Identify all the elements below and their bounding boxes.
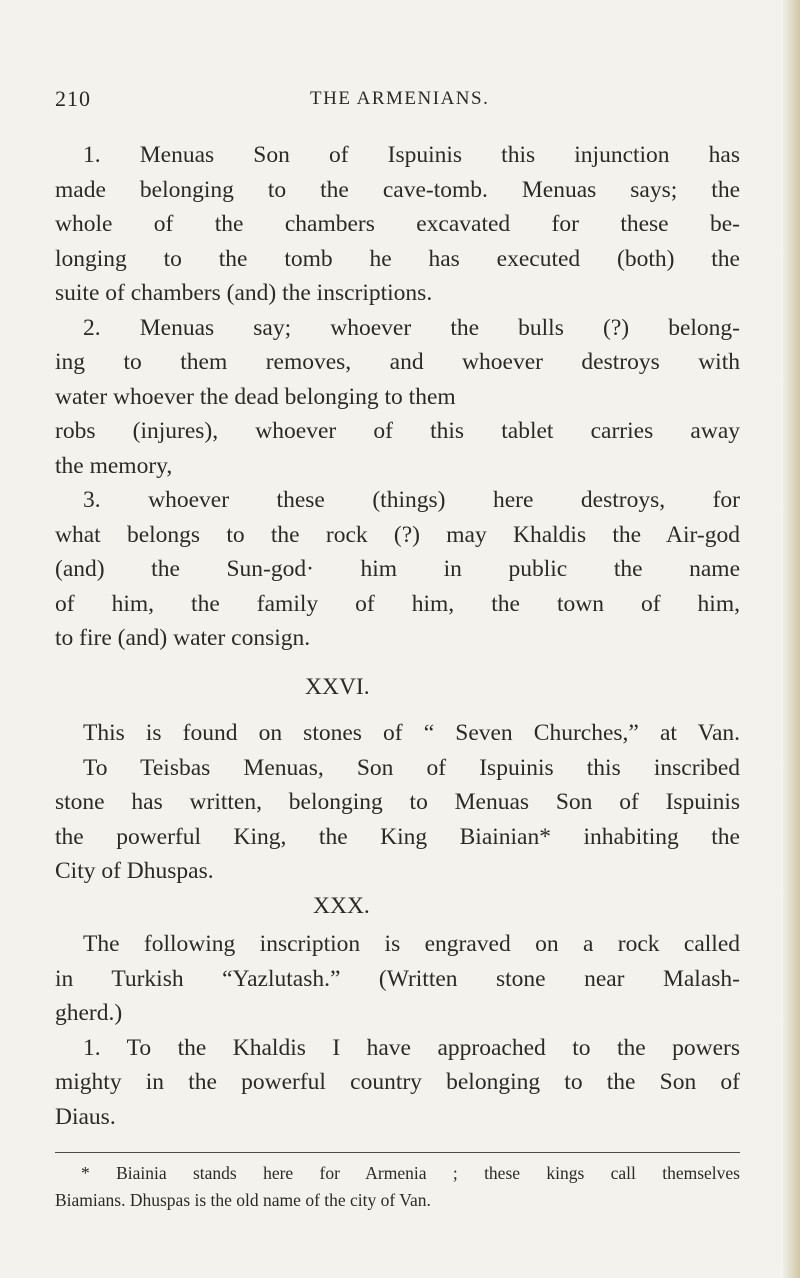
text-line: City of Dhuspas. [55, 858, 214, 884]
footnote-line: * Biainia stands here for Armenia ; these kings call themselves [81, 1163, 740, 1183]
footnote-line: Biamians. Dhuspas is the old name of the city of Van. [55, 1190, 431, 1210]
page-body [55, 138, 740, 1134]
text-line: longing to the tomb he has executed (both) the [55, 245, 740, 272]
text-line: ing to them removes, and whoever destroys with [55, 349, 740, 375]
text-line: Diaus. [55, 1103, 116, 1130]
text-line: gherd.) [55, 1000, 123, 1026]
running-head: THE ARMENIANS. [310, 88, 490, 109]
text-line: whole of the chambers excavated for these be- [55, 211, 740, 237]
text-line: 1. Menuas Son of Ispuinis this injunction has [83, 142, 740, 168]
page-header [55, 86, 735, 116]
text-line: of him, the family of him, the town of him, [55, 590, 740, 617]
text-line: 2. Menuas say; whoever the bulls (?) belong- [83, 314, 740, 341]
text-line: to fire (and) water consign. [55, 625, 311, 651]
section-heading: XXX. [313, 892, 370, 919]
text-line: This is found on stones of “ Seven Churches,” at Van. [83, 720, 740, 746]
text-line: robs (injures), whoever of this tablet carries away [55, 418, 740, 444]
page-edge-shadow [782, 0, 800, 1278]
text-line: water whoever the dead belonging to them [55, 383, 456, 410]
text-line: 3. whoever these (things) here destroys, for [83, 487, 740, 513]
text-line: the memory, [55, 452, 173, 479]
text-line: stone has written, belonging to Menuas Son of Ispuinis [55, 789, 740, 815]
footnote [55, 1160, 740, 1214]
text-line: in Turkish “Yazlutash.” (Written stone near Malash- [55, 965, 740, 992]
footnote-rule [55, 1152, 740, 1153]
page-number: 210 [55, 86, 91, 111]
text-line: mighty in the powerful country belonging to the Son of [55, 1069, 740, 1095]
text-line: made belonging to the cave-tomb. Menuas says; the [55, 176, 740, 203]
text-line: The following inscription is engraved on a rock called [83, 931, 740, 957]
text-line: (and) the Sun-god· him in public the name [55, 556, 740, 582]
text-line: To Teisbas Menuas, Son of Ispuinis this inscribed [83, 754, 740, 781]
text-line: what belongs to the rock (?) may Khaldis the Air-god [55, 521, 740, 548]
text-line: suite of chambers (and) the inscriptions. [55, 280, 433, 306]
text-line: the powerful King, the King Biainian* inhabiting the [55, 823, 740, 850]
section-heading: XXVI. [305, 673, 370, 700]
text-line: 1. To the Khaldis I have approached to the powers [83, 1034, 740, 1061]
